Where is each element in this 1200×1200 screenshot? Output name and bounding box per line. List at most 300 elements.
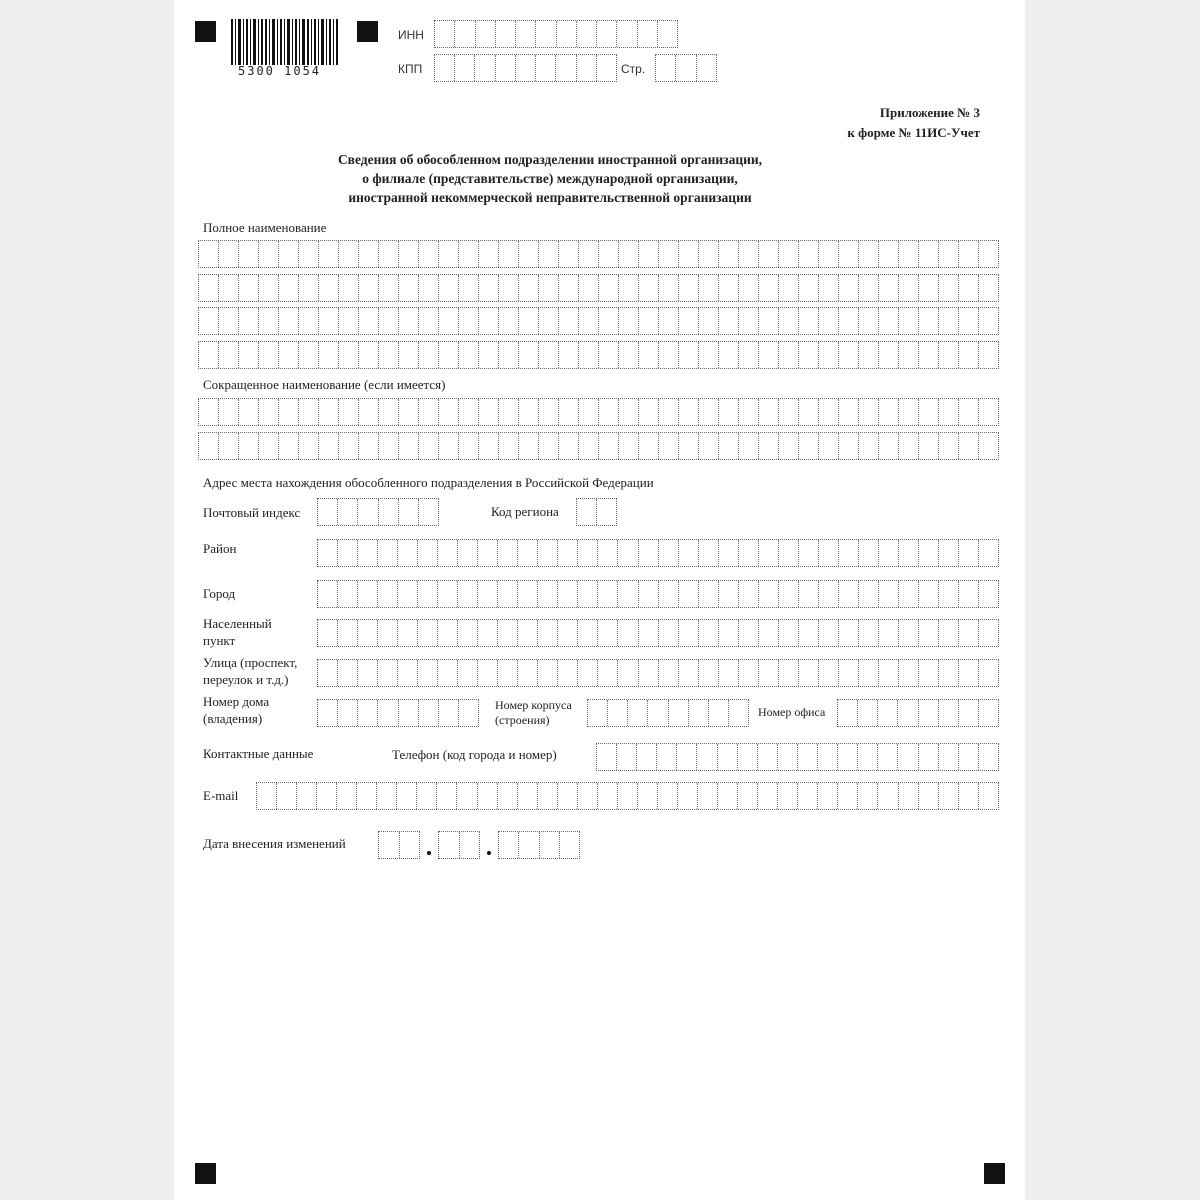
character-cell[interactable] — [739, 241, 759, 267]
character-cell[interactable] — [239, 275, 259, 301]
character-cell[interactable] — [439, 399, 459, 425]
character-cell[interactable] — [239, 308, 259, 334]
character-cell[interactable] — [879, 540, 899, 566]
character-cell[interactable] — [699, 660, 719, 686]
character-cell[interactable] — [919, 342, 939, 368]
character-cell[interactable] — [779, 433, 799, 459]
character-cell[interactable] — [899, 399, 919, 425]
character-cell[interactable] — [858, 744, 878, 770]
character-cell[interactable] — [699, 581, 719, 607]
character-cell[interactable] — [878, 783, 898, 809]
character-cell[interactable] — [538, 620, 558, 646]
character-cell[interactable] — [499, 832, 519, 858]
character-cell[interactable] — [437, 783, 457, 809]
character-cell[interactable] — [919, 783, 939, 809]
character-cell[interactable] — [779, 581, 799, 607]
character-cell[interactable] — [778, 783, 798, 809]
character-cell[interactable] — [319, 399, 339, 425]
character-cell[interactable] — [679, 308, 699, 334]
character-cell[interactable] — [599, 308, 619, 334]
character-cell[interactable] — [199, 275, 219, 301]
character-cell[interactable] — [259, 241, 279, 267]
character-cell[interactable] — [599, 275, 619, 301]
character-cell[interactable] — [458, 660, 478, 686]
character-cell[interactable] — [939, 540, 959, 566]
character-cell[interactable] — [455, 55, 475, 81]
character-cell[interactable] — [400, 832, 420, 858]
phone-field[interactable] — [596, 743, 999, 771]
character-cell[interactable] — [689, 700, 709, 726]
character-cell[interactable] — [239, 433, 259, 459]
character-cell[interactable] — [979, 700, 998, 726]
character-cell[interactable] — [459, 241, 479, 267]
character-cell[interactable] — [358, 581, 378, 607]
character-cell[interactable] — [656, 55, 676, 81]
character-cell[interactable] — [319, 275, 339, 301]
character-cell[interactable] — [539, 433, 559, 459]
character-cell[interactable] — [478, 581, 498, 607]
character-cell[interactable] — [839, 581, 859, 607]
character-cell[interactable] — [597, 55, 616, 81]
character-cell[interactable] — [799, 275, 819, 301]
character-cell[interactable] — [759, 660, 779, 686]
character-cell[interactable] — [859, 275, 879, 301]
character-cell[interactable] — [729, 700, 748, 726]
character-cell[interactable] — [939, 275, 959, 301]
character-cell[interactable] — [759, 342, 779, 368]
character-cell[interactable] — [939, 700, 959, 726]
character-cell[interactable] — [859, 540, 879, 566]
character-cell[interactable] — [839, 660, 859, 686]
character-cell[interactable] — [819, 540, 839, 566]
character-cell[interactable] — [959, 275, 979, 301]
character-cell[interactable] — [699, 275, 719, 301]
character-cell[interactable] — [479, 308, 499, 334]
character-cell[interactable] — [669, 700, 689, 726]
character-cell[interactable] — [697, 55, 716, 81]
character-cell[interactable] — [378, 540, 398, 566]
character-cell[interactable] — [639, 241, 659, 267]
character-cell[interactable] — [598, 660, 618, 686]
character-cell[interactable] — [479, 433, 499, 459]
character-cell[interactable] — [618, 783, 638, 809]
character-cell[interactable] — [279, 433, 299, 459]
character-cell[interactable] — [239, 241, 259, 267]
character-cell[interactable] — [979, 581, 998, 607]
character-cell[interactable] — [899, 308, 919, 334]
character-cell[interactable] — [536, 21, 556, 47]
character-cell[interactable] — [939, 581, 959, 607]
character-cell[interactable] — [337, 783, 357, 809]
character-cell[interactable] — [879, 342, 899, 368]
character-cell[interactable] — [338, 581, 358, 607]
character-cell[interactable] — [919, 620, 939, 646]
character-cell[interactable] — [379, 433, 399, 459]
character-cell[interactable] — [919, 399, 939, 425]
character-cell[interactable] — [779, 540, 799, 566]
character-cell[interactable] — [599, 241, 619, 267]
character-cell[interactable] — [979, 783, 998, 809]
character-cell[interactable] — [539, 342, 559, 368]
character-cell[interactable] — [678, 783, 698, 809]
character-cell[interactable] — [608, 700, 628, 726]
character-cell[interactable] — [419, 700, 439, 726]
character-cell[interactable] — [679, 342, 699, 368]
character-cell[interactable] — [879, 581, 899, 607]
character-cell[interactable] — [979, 620, 998, 646]
character-cell[interactable] — [859, 433, 879, 459]
character-cell[interactable] — [577, 499, 597, 525]
character-cell[interactable] — [419, 275, 439, 301]
character-cell[interactable] — [659, 342, 679, 368]
character-cell[interactable] — [779, 308, 799, 334]
character-cell[interactable] — [597, 499, 616, 525]
character-cell[interactable] — [359, 308, 379, 334]
character-cell[interactable] — [659, 433, 679, 459]
character-cell[interactable] — [679, 433, 699, 459]
character-cell[interactable] — [398, 660, 418, 686]
character-cell[interactable] — [496, 21, 516, 47]
character-cell[interactable] — [719, 433, 739, 459]
character-cell[interactable] — [559, 241, 579, 267]
character-cell[interactable] — [617, 744, 637, 770]
character-cell[interactable] — [878, 700, 898, 726]
character-cell[interactable] — [699, 399, 719, 425]
character-cell[interactable] — [799, 399, 819, 425]
character-cell[interactable] — [459, 275, 479, 301]
character-cell[interactable] — [939, 241, 959, 267]
character-cell[interactable] — [498, 581, 518, 607]
character-cell[interactable] — [519, 433, 539, 459]
character-cell[interactable] — [339, 308, 359, 334]
page-number-field[interactable] — [655, 54, 717, 82]
character-cell[interactable] — [459, 308, 479, 334]
character-cell[interactable] — [458, 620, 478, 646]
character-cell[interactable] — [759, 620, 779, 646]
character-cell[interactable] — [939, 399, 959, 425]
character-cell[interactable] — [459, 399, 479, 425]
character-cell[interactable] — [639, 660, 659, 686]
character-cell[interactable] — [478, 620, 498, 646]
character-cell[interactable] — [559, 308, 579, 334]
character-cell[interactable] — [799, 342, 819, 368]
character-cell[interactable] — [838, 744, 858, 770]
character-cell[interactable] — [959, 308, 979, 334]
character-cell[interactable] — [959, 620, 979, 646]
character-cell[interactable] — [879, 308, 899, 334]
character-cell[interactable] — [378, 660, 398, 686]
character-cell[interactable] — [499, 308, 519, 334]
character-cell[interactable] — [739, 342, 759, 368]
character-cell[interactable] — [418, 660, 438, 686]
character-cell[interactable] — [498, 620, 518, 646]
character-cell[interactable] — [339, 399, 359, 425]
character-cell[interactable] — [455, 21, 475, 47]
character-cell[interactable] — [379, 399, 399, 425]
character-cell[interactable] — [659, 399, 679, 425]
character-cell[interactable] — [739, 660, 759, 686]
character-cell[interactable] — [617, 21, 637, 47]
character-cell[interactable] — [739, 399, 759, 425]
character-cell[interactable] — [718, 744, 738, 770]
character-cell[interactable] — [578, 540, 598, 566]
character-cell[interactable] — [518, 783, 538, 809]
character-cell[interactable] — [459, 433, 479, 459]
character-cell[interactable] — [459, 700, 478, 726]
character-cell[interactable] — [939, 660, 959, 686]
character-cell[interactable] — [778, 744, 798, 770]
character-cell[interactable] — [199, 342, 219, 368]
building-number-field[interactable] — [587, 699, 749, 727]
character-cell[interactable] — [739, 581, 759, 607]
character-cell[interactable] — [879, 620, 899, 646]
character-cell[interactable] — [439, 241, 459, 267]
change-date-year-field[interactable] — [498, 831, 580, 859]
character-cell[interactable] — [899, 241, 919, 267]
character-cell[interactable] — [318, 540, 338, 566]
character-cell[interactable] — [859, 399, 879, 425]
character-cell[interactable] — [637, 744, 657, 770]
character-cell[interactable] — [358, 499, 378, 525]
character-cell[interactable] — [399, 700, 419, 726]
character-cell[interactable] — [719, 399, 739, 425]
character-cell[interactable] — [318, 499, 338, 525]
character-cell[interactable] — [979, 399, 998, 425]
character-cell[interactable] — [659, 660, 679, 686]
character-cell[interactable] — [819, 275, 839, 301]
character-cell[interactable] — [959, 433, 979, 459]
character-cell[interactable] — [639, 308, 659, 334]
character-cell[interactable] — [476, 21, 496, 47]
character-cell[interactable] — [398, 581, 418, 607]
character-cell[interactable] — [478, 783, 498, 809]
region-code-field[interactable] — [576, 498, 617, 526]
character-cell[interactable] — [899, 433, 919, 459]
character-cell[interactable] — [559, 342, 579, 368]
character-cell[interactable] — [239, 399, 259, 425]
character-cell[interactable] — [759, 275, 779, 301]
character-cell[interactable] — [519, 342, 539, 368]
character-cell[interactable] — [199, 308, 219, 334]
character-cell[interactable] — [919, 433, 939, 459]
character-cell[interactable] — [599, 399, 619, 425]
character-cell[interactable] — [639, 433, 659, 459]
character-cell[interactable] — [588, 700, 608, 726]
street-field[interactable] — [317, 659, 999, 687]
character-cell[interactable] — [919, 744, 939, 770]
character-cell[interactable] — [399, 399, 419, 425]
character-cell[interactable] — [639, 342, 659, 368]
character-cell[interactable] — [679, 581, 699, 607]
character-cell[interactable] — [819, 433, 839, 459]
character-cell[interactable] — [639, 399, 659, 425]
character-cell[interactable] — [478, 660, 498, 686]
character-cell[interactable] — [479, 399, 499, 425]
character-cell[interactable] — [499, 433, 519, 459]
character-cell[interactable] — [379, 832, 400, 858]
character-cell[interactable] — [359, 241, 379, 267]
character-cell[interactable] — [539, 275, 559, 301]
character-cell[interactable] — [799, 620, 819, 646]
character-cell[interactable] — [719, 620, 739, 646]
character-cell[interactable] — [899, 783, 919, 809]
character-cell[interactable] — [579, 308, 599, 334]
character-cell[interactable] — [758, 783, 778, 809]
character-cell[interactable] — [659, 241, 679, 267]
character-cell[interactable] — [859, 241, 879, 267]
character-cell[interactable] — [419, 342, 439, 368]
change-date-day-field[interactable] — [378, 831, 420, 859]
character-cell[interactable] — [518, 620, 538, 646]
character-cell[interactable] — [578, 620, 598, 646]
character-cell[interactable] — [558, 620, 578, 646]
character-cell[interactable] — [359, 275, 379, 301]
character-cell[interactable] — [499, 241, 519, 267]
character-cell[interactable] — [738, 783, 758, 809]
character-cell[interactable] — [439, 433, 459, 459]
character-cell[interactable] — [818, 783, 838, 809]
character-cell[interactable] — [319, 342, 339, 368]
character-cell[interactable] — [759, 241, 779, 267]
character-cell[interactable] — [439, 308, 459, 334]
character-cell[interactable] — [899, 660, 919, 686]
character-cell[interactable] — [318, 620, 338, 646]
character-cell[interactable] — [399, 342, 419, 368]
character-cell[interactable] — [959, 399, 979, 425]
character-cell[interactable] — [597, 744, 617, 770]
city-field[interactable] — [317, 580, 999, 608]
character-cell[interactable] — [558, 783, 578, 809]
character-cell[interactable] — [438, 620, 458, 646]
character-cell[interactable] — [419, 499, 438, 525]
character-cell[interactable] — [838, 700, 858, 726]
character-cell[interactable] — [338, 620, 358, 646]
office-number-field[interactable] — [837, 699, 999, 727]
character-cell[interactable] — [319, 433, 339, 459]
character-cell[interactable] — [378, 620, 398, 646]
character-cell[interactable] — [959, 342, 979, 368]
character-cell[interactable] — [618, 581, 638, 607]
character-cell[interactable] — [679, 620, 699, 646]
character-cell[interactable] — [299, 241, 319, 267]
character-cell[interactable] — [719, 241, 739, 267]
character-cell[interactable] — [618, 660, 638, 686]
character-cell[interactable] — [899, 540, 919, 566]
character-cell[interactable] — [540, 832, 560, 858]
character-cell[interactable] — [819, 581, 839, 607]
character-cell[interactable] — [839, 275, 859, 301]
character-cell[interactable] — [579, 399, 599, 425]
character-cell[interactable] — [277, 783, 297, 809]
character-cell[interactable] — [759, 540, 779, 566]
character-cell[interactable] — [979, 241, 998, 267]
character-cell[interactable] — [659, 540, 679, 566]
character-cell[interactable] — [279, 275, 299, 301]
character-cell[interactable] — [558, 540, 578, 566]
character-cell[interactable] — [419, 399, 439, 425]
full-name-row-1[interactable] — [198, 240, 999, 268]
character-cell[interactable] — [299, 308, 319, 334]
character-cell[interactable] — [959, 660, 979, 686]
character-cell[interactable] — [516, 55, 536, 81]
character-cell[interactable] — [399, 241, 419, 267]
character-cell[interactable] — [219, 308, 239, 334]
character-cell[interactable] — [219, 241, 239, 267]
character-cell[interactable] — [357, 783, 377, 809]
character-cell[interactable] — [359, 342, 379, 368]
character-cell[interactable] — [759, 308, 779, 334]
character-cell[interactable] — [839, 399, 859, 425]
character-cell[interactable] — [439, 275, 459, 301]
character-cell[interactable] — [457, 783, 477, 809]
character-cell[interactable] — [598, 540, 618, 566]
change-date-month-field[interactable] — [438, 831, 480, 859]
character-cell[interactable] — [919, 660, 939, 686]
character-cell[interactable] — [759, 433, 779, 459]
character-cell[interactable] — [599, 342, 619, 368]
character-cell[interactable] — [339, 433, 359, 459]
full-name-row-2[interactable] — [198, 274, 999, 302]
character-cell[interactable] — [259, 308, 279, 334]
character-cell[interactable] — [359, 399, 379, 425]
character-cell[interactable] — [577, 55, 597, 81]
character-cell[interactable] — [419, 241, 439, 267]
character-cell[interactable] — [739, 308, 759, 334]
character-cell[interactable] — [959, 540, 979, 566]
character-cell[interactable] — [899, 620, 919, 646]
character-cell[interactable] — [598, 581, 618, 607]
character-cell[interactable] — [318, 660, 338, 686]
character-cell[interactable] — [418, 540, 438, 566]
character-cell[interactable] — [459, 342, 479, 368]
character-cell[interactable] — [499, 342, 519, 368]
character-cell[interactable] — [819, 342, 839, 368]
character-cell[interactable] — [819, 399, 839, 425]
character-cell[interactable] — [779, 241, 799, 267]
character-cell[interactable] — [299, 399, 319, 425]
character-cell[interactable] — [659, 275, 679, 301]
character-cell[interactable] — [699, 620, 719, 646]
character-cell[interactable] — [879, 433, 899, 459]
character-cell[interactable] — [719, 308, 739, 334]
character-cell[interactable] — [379, 241, 399, 267]
character-cell[interactable] — [377, 783, 397, 809]
character-cell[interactable] — [599, 433, 619, 459]
character-cell[interactable] — [299, 275, 319, 301]
character-cell[interactable] — [538, 581, 558, 607]
character-cell[interactable] — [519, 241, 539, 267]
character-cell[interactable] — [739, 433, 759, 459]
character-cell[interactable] — [259, 342, 279, 368]
character-cell[interactable] — [639, 540, 659, 566]
character-cell[interactable] — [939, 433, 959, 459]
character-cell[interactable] — [879, 399, 899, 425]
settlement-field[interactable] — [317, 619, 999, 647]
character-cell[interactable] — [479, 275, 499, 301]
character-cell[interactable] — [798, 783, 818, 809]
character-cell[interactable] — [979, 540, 998, 566]
character-cell[interactable] — [478, 540, 498, 566]
character-cell[interactable] — [699, 241, 719, 267]
character-cell[interactable] — [397, 783, 417, 809]
email-field[interactable] — [256, 782, 999, 810]
character-cell[interactable] — [859, 342, 879, 368]
character-cell[interactable] — [498, 783, 518, 809]
character-cell[interactable] — [417, 783, 437, 809]
character-cell[interactable] — [539, 241, 559, 267]
character-cell[interactable] — [648, 700, 668, 726]
kpp-field[interactable] — [434, 54, 617, 82]
